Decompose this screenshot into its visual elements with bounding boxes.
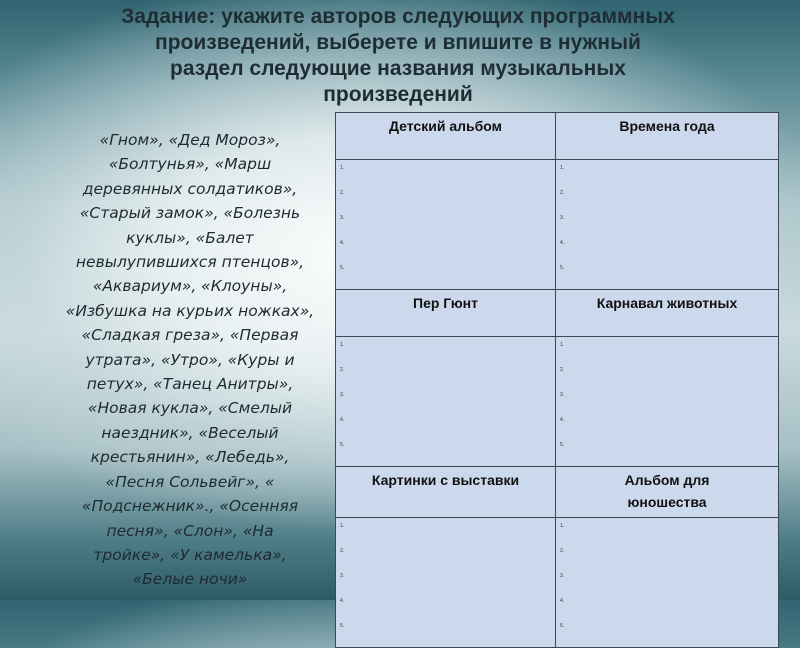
answer-table [335, 112, 779, 648]
slot-number: 5. [340, 265, 345, 271]
answer-cell-pictures-at-exhibition[interactable] [336, 518, 556, 648]
slot-number: 2. [560, 548, 565, 554]
slot-list [336, 160, 555, 289]
slot-number: 4. [560, 598, 565, 604]
slot-list [556, 160, 778, 289]
slot-number: 4. [340, 240, 345, 246]
category-header-carnival-of-animals: Карнавал животных [556, 290, 779, 337]
slot-number: 4. [340, 417, 345, 423]
slot-number: 2. [340, 190, 345, 196]
slot-number: 5. [340, 442, 345, 448]
slot-list [336, 337, 555, 466]
slot-number: 1. [560, 165, 565, 171]
answer-cell-album-for-youth[interactable] [556, 518, 779, 648]
slot-number: 5. [340, 623, 345, 629]
slot-number: 1. [340, 523, 345, 529]
category-header-pictures-at-exhibition: Картинки с выставки [336, 467, 556, 518]
slot-number: 5. [560, 442, 565, 448]
answer-cell-carnival-of-animals[interactable] [556, 337, 779, 467]
slot-list [556, 337, 778, 466]
slot-number: 2. [560, 367, 565, 373]
category-header-childrens-album: Детский альбом [336, 113, 556, 160]
slot-number: 4. [340, 598, 345, 604]
category-header-seasons: Времена года [556, 113, 779, 160]
slot-number: 5. [560, 623, 565, 629]
slot-number: 3. [560, 573, 565, 579]
slot-number: 4. [560, 240, 565, 246]
slot-number: 1. [340, 165, 345, 171]
slot-number: 1. [560, 342, 565, 348]
category-header-peer-gynt: Пер Гюнт [336, 290, 556, 337]
slot-number: 4. [560, 417, 565, 423]
slot-number: 2. [340, 367, 345, 373]
works-list: «Гном», «Дед Мороз», «Болтунья», «Марш деревянных солдатиков», «Старый замок», «Болезнь куклы», «Балет невылупившихся птенцов», «Аквариум», «Клоуны», «Избушка на курьих ножках», «Сладкая греза», «Первая утрата», «Утро», «Куры и петух», «Танец Анитры», «Новая кукла», «Смелый наездник», «Веселый крестьянин», «Лебедь», «Песня Сольвейг», « «Подснежник»., «Осенняя песня», «Слон», «На тройке», «У камелька», «Белые ночи» [65, 131, 315, 589]
answer-cell-peer-gynt[interactable] [336, 337, 556, 467]
slot-list [556, 518, 778, 647]
slot-number: 3. [340, 215, 345, 221]
category-header-album-for-youth: Альбом для юношества [556, 467, 779, 518]
answer-cell-childrens-album[interactable] [336, 160, 556, 290]
slot-number: 3. [560, 392, 565, 398]
slot-number: 3. [340, 392, 345, 398]
slot-number: 1. [340, 342, 345, 348]
slot-number: 5. [560, 265, 565, 271]
answer-cell-seasons[interactable] [556, 160, 779, 290]
slot-number: 1. [560, 523, 565, 529]
slot-list [336, 518, 555, 647]
slot-number: 3. [560, 215, 565, 221]
slot-number: 2. [340, 548, 345, 554]
slide-title: Задание: укажите авторов следующих программных произведений, выберете и впишите в нужный раздел следующие названия музыкальных произведений [121, 5, 675, 106]
slot-number: 2. [560, 190, 565, 196]
slot-number: 3. [340, 573, 345, 579]
